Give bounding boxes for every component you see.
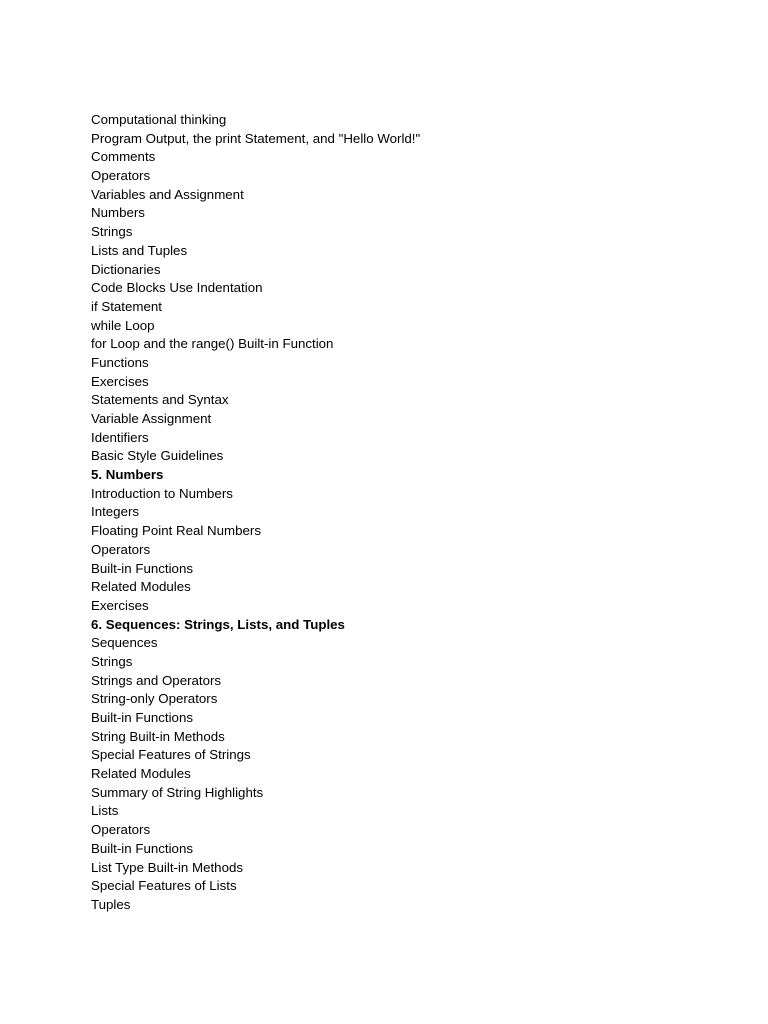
list-item: Operators (91, 822, 151, 838)
list-item: Variables and Assignment (91, 186, 244, 202)
list-item: Strings (91, 224, 133, 240)
list-item: Operators (91, 541, 151, 557)
list-item: Sequences (91, 635, 158, 651)
list-item: Statements and Syntax (91, 392, 229, 408)
list-item: Related Modules (91, 579, 191, 595)
list-item: Summary of String Highlights (91, 784, 264, 800)
list-item: Functions (91, 354, 149, 370)
list-item: for Loop and the range() Built-in Function (91, 336, 334, 352)
list-item: Lists and Tuples (91, 242, 188, 258)
list-item: Dictionaries (91, 261, 161, 277)
list-item: Special Features of Lists (91, 878, 237, 894)
list-item: Exercises (91, 373, 149, 389)
list-item: Program Output, the print Statement, and "Hello World!" (91, 130, 421, 146)
list-item: Comments (91, 149, 156, 165)
list-item: Exercises (91, 597, 149, 613)
list-item: String-only Operators (91, 691, 218, 707)
list-item: Numbers (91, 205, 145, 221)
list-item: Related Modules (91, 766, 191, 782)
list-item: Built-in Functions (91, 560, 193, 576)
list-item: Computational thinking (91, 112, 227, 127)
list-item: Identifiers (91, 429, 149, 445)
list-item: Strings (91, 653, 133, 669)
list-item: Code Blocks Use Indentation (91, 280, 263, 296)
list-item: Operators (91, 168, 151, 184)
section-heading: 6. Sequences: Strings, Lists, and Tuples (91, 616, 345, 632)
list-item: List Type Built-in Methods (91, 859, 244, 875)
list-item: while Loop (91, 317, 155, 333)
list-item: Lists (91, 803, 119, 819)
list-item: Variable Assignment (91, 411, 212, 426)
list-item: Introduction to Numbers (91, 485, 233, 501)
list-item: Basic Style Guidelines (91, 448, 224, 464)
list-item: Integers (91, 504, 140, 520)
list-item: Built-in Functions (91, 710, 193, 725)
list-item: if Statement (91, 298, 162, 314)
list-item: String Built-in Methods (91, 728, 225, 744)
list-item: Floating Point Real Numbers (91, 523, 261, 539)
list-item: Special Features of Strings (91, 747, 251, 763)
list-item: Strings and Operators (91, 672, 222, 688)
list-item: Built-in Functions (91, 840, 193, 856)
list-item: Tuples (91, 896, 131, 912)
section-heading: 5. Numbers (91, 467, 164, 483)
table-of-contents-list (91, 111, 420, 915)
